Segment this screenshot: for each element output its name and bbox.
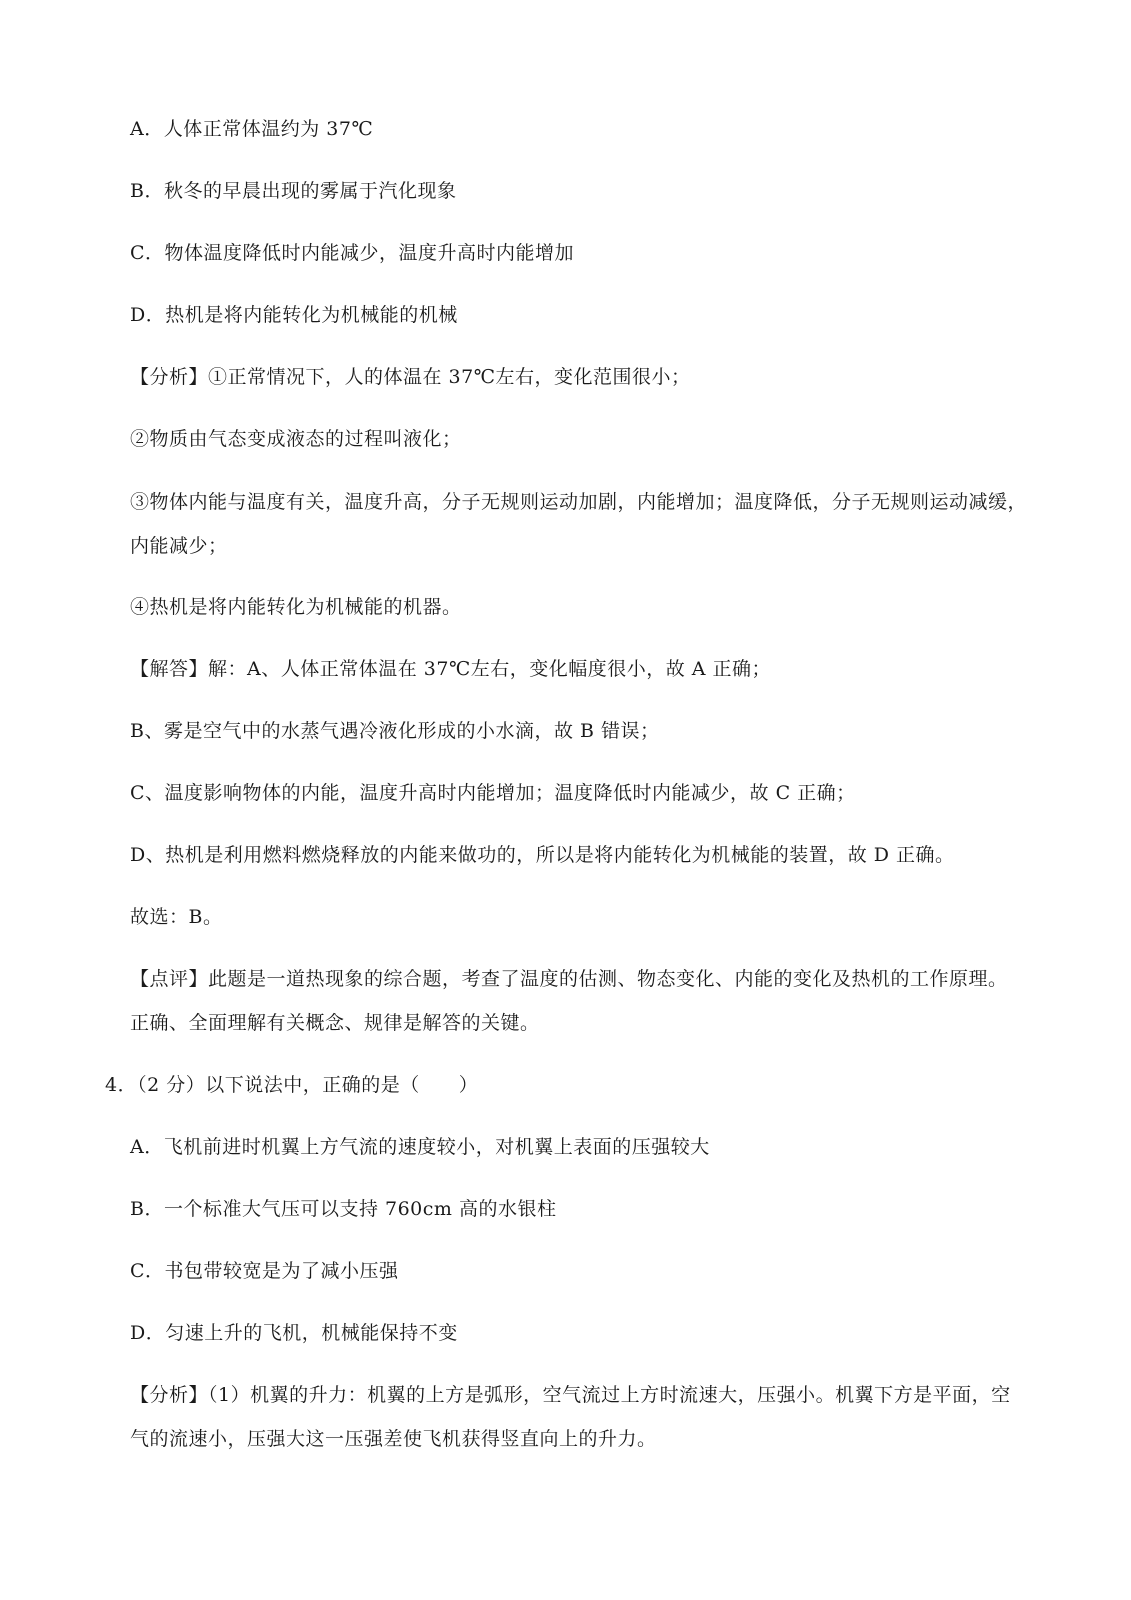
q4-analysis-2: 气的流速小，压强大这一压强差使飞机获得竖直向上的升力。 (130, 1428, 657, 1450)
q4-analysis-1: 【分析】（1）机翼的升力：机翼的上方是弧形，空气流过上方时流速大，压强小。机翼下方是平面，空 (130, 1384, 1011, 1406)
q4-option-c: C．书包带较宽是为了减小压强 (130, 1260, 399, 1282)
q3-comment-1: 【点评】此题是一道热现象的综合题，考查了温度的估测、物态变化、内能的变化及热机的工作原理。 (130, 968, 1008, 990)
q4-option-a: A．飞机前进时机翼上方气流的速度较小，对机翼上表面的压强较大 (130, 1136, 710, 1158)
q3-analysis-4: ④热机是将内能转化为机械能的机器。 (130, 596, 462, 618)
q3-answer-4: D、热机是利用燃料燃烧释放的内能来做功的，所以是将内能转化为机械能的装置，故 D 正确。 (130, 844, 955, 866)
q3-answer-1: 【解答】解：A、人体正常体温在 37℃左右，变化幅度很小，故 A 正确； (130, 658, 771, 680)
q3-option-d: D．热机是将内能转化为机械能的机械 (130, 304, 458, 326)
q3-choice: 故选：B。 (130, 906, 223, 928)
q4-option-b: B．一个标准大气压可以支持 760cm 高的水银柱 (130, 1198, 557, 1220)
q3-comment-2: 正确、全面理解有关概念、规律是解答的关键。 (130, 1012, 540, 1034)
q3-analysis-1: 【分析】①正常情况下，人的体温在 37℃左右，变化范围很小； (130, 366, 691, 388)
q4-option-d: D．匀速上升的飞机，机械能保持不变 (130, 1322, 458, 1344)
q3-option-a: A．人体正常体温约为 37℃ (130, 118, 374, 140)
q3-answer-2: B、雾是空气中的水蒸气遇冷液化形成的小水滴，故 B 错误； (130, 720, 660, 742)
q3-answer-3: C、温度影响物体的内能，温度升高时内能增加；温度降低时内能减少，故 C 正确； (130, 782, 856, 804)
q3-option-c: C．物体温度降低时内能减少，温度升高时内能增加 (130, 242, 575, 264)
q3-option-b: B．秋冬的早晨出现的雾属于汽化现象 (130, 180, 457, 202)
q3-analysis-2: ②物质由气态变成液态的过程叫液化； (130, 428, 462, 450)
q3-analysis-3: ③物体内能与温度有关，温度升高，分子无规则运动加剧，内能增加；温度降低，分子无规则运动减缓，内能减少； (130, 491, 1028, 557)
q4-stem: 4．（2 分）以下说法中，正确的是（ ） (105, 1074, 479, 1096)
